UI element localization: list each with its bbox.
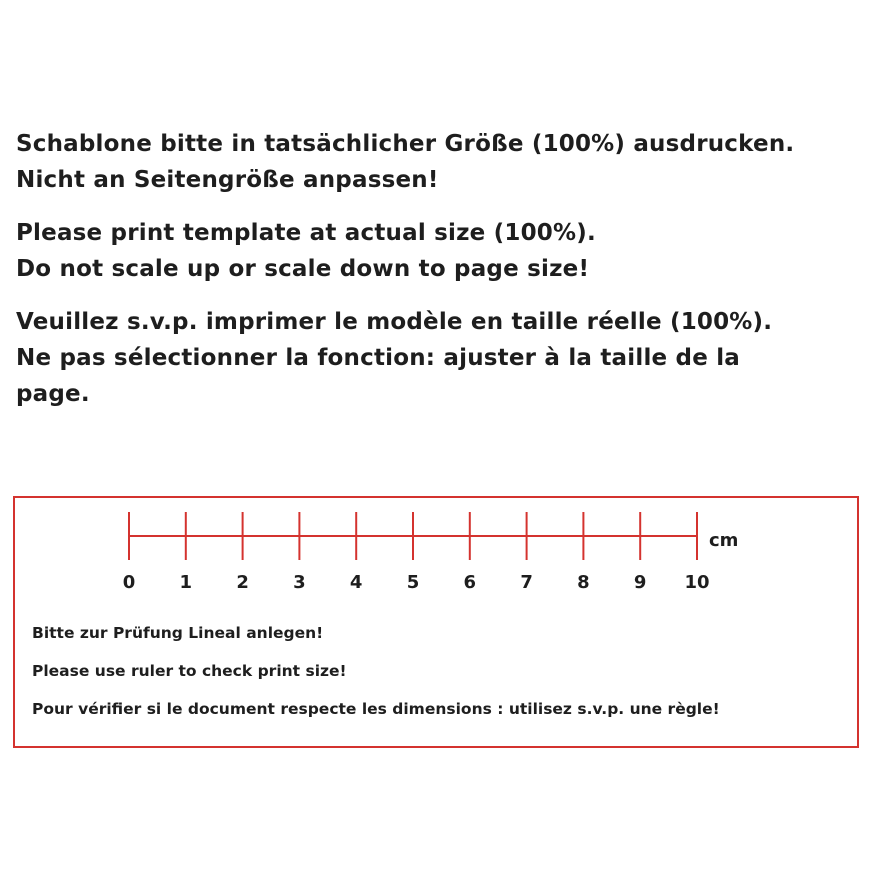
check-note-english: Please use ruler to check print size! [32, 662, 347, 680]
ruler-tick-label: 7 [520, 572, 533, 593]
instruction-line: Veuillez s.v.p. imprimer le modèle en taille réelle (100%). [16, 309, 773, 335]
check-note-french: Pour vérifier si le document respecte les dimensions : utilisez s.v.p. une règle! [32, 700, 720, 718]
instruction-english [16, 215, 866, 287]
print-instructions [16, 126, 866, 429]
ruler-tick-label: 1 [179, 572, 193, 593]
instruction-line: Schablone bitte in tatsächlicher Größe (100%) ausdrucken. [16, 131, 795, 157]
ruler-tick-label: 4 [349, 572, 363, 593]
check-notes [32, 624, 720, 738]
instruction-line: Ne pas sélectionner la fonction: ajuster à la taille de la [16, 345, 741, 371]
ruler-tick-label: 0 [122, 572, 136, 593]
ruler-tick-label: 3 [293, 572, 306, 593]
instruction-line: page. [16, 381, 90, 407]
ruler-tick-label: 2 [236, 572, 249, 593]
instruction-german [16, 126, 866, 198]
ruler-tick-label: 8 [577, 572, 590, 593]
instruction-line: Do not scale up or scale down to page size! [16, 256, 590, 282]
ruler-tick-label: 5 [406, 572, 420, 593]
ruler-tick-label: 6 [463, 572, 477, 593]
ruler-tick-label: 10 [684, 572, 710, 593]
ruler-scale [15, 498, 857, 608]
ruler-check-box [13, 496, 859, 748]
instruction-line: Please print template at actual size (100%). [16, 220, 596, 246]
check-note-german: Bitte zur Prüfung Lineal anlegen! [32, 624, 324, 642]
instruction-line: Nicht an Seitengröße anpassen! [16, 167, 439, 193]
ruler-unit-label: cm [709, 530, 739, 551]
instruction-french [16, 304, 866, 412]
ruler-tick-label: 9 [633, 572, 647, 593]
